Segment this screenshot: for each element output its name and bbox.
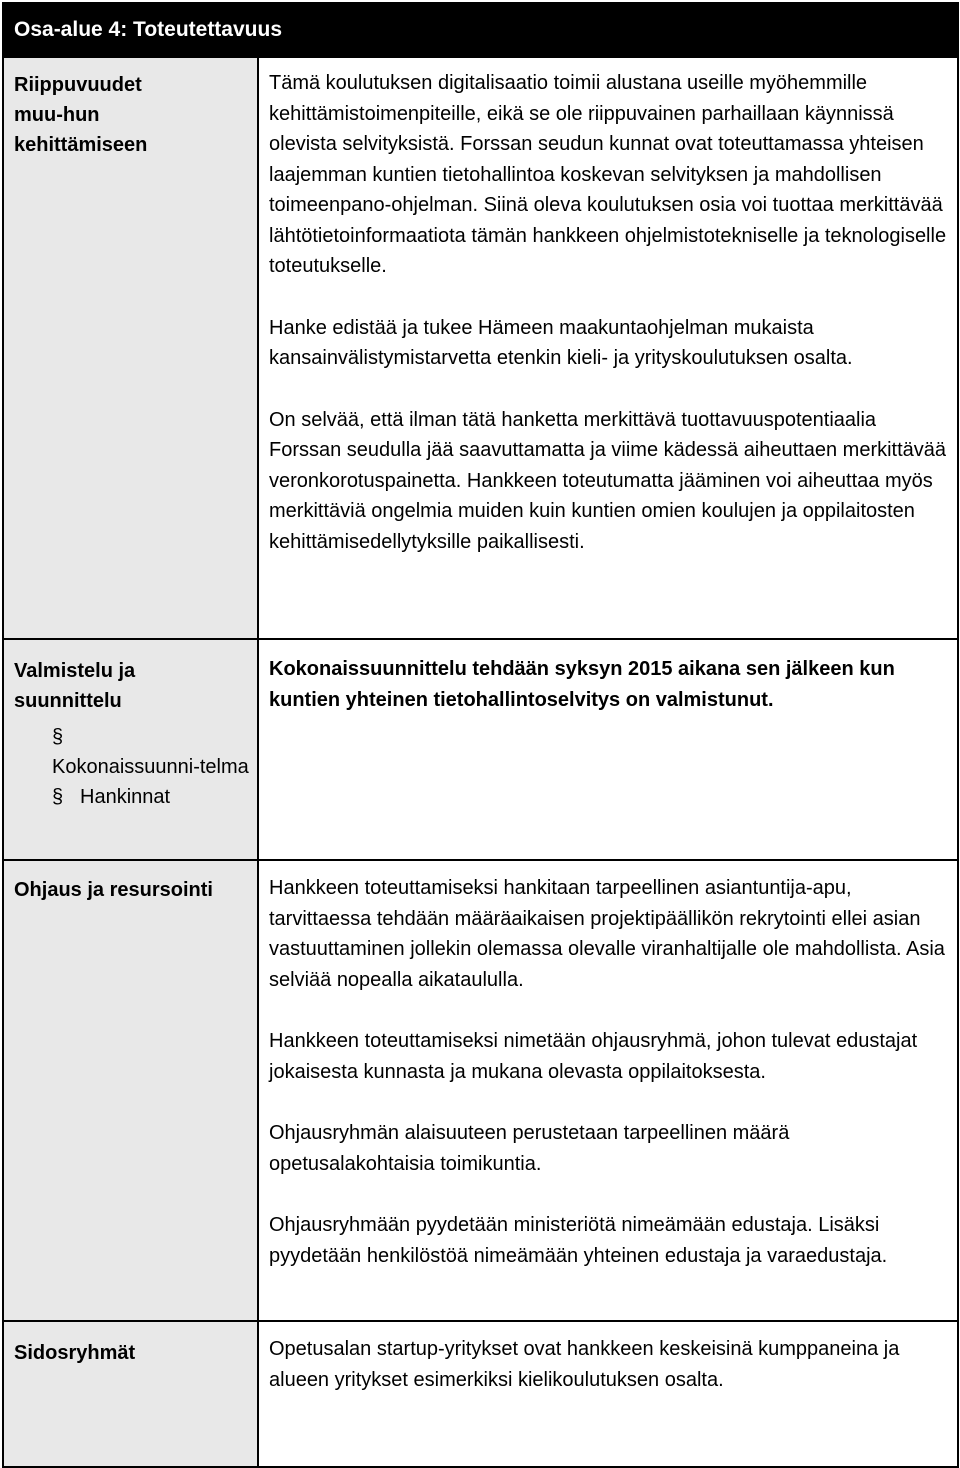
row-content-cell [258, 1321, 958, 1467]
section-title: Osa-alue 4: Toteutettavuus [3, 3, 958, 57]
header-row [3, 3, 958, 57]
table-row-governance [3, 860, 958, 1321]
paragraph: Kokonaissuunnittelu tehdään syksyn 2015 aikana sen jälkeen kun kuntien yhteinen tietohallintoselvitys on valmistunut. [269, 658, 895, 711]
list-item [52, 782, 249, 812]
row-label: Riippuvuudet muu-hun kehittämiseen [14, 74, 148, 156]
paragraph: Hankkeen toteuttamiseksi nimetään ohjausryhmä, johon tulevat edustajat jokaisesta kunnasta ja mukana olevasta oppilaitoksesta. [269, 1030, 918, 1083]
row-label: Valmistelu ja suunnittelu [14, 660, 136, 712]
paragraph: Ohjausryhmään pyydetään ministeriötä nimeämään edustaja. Lisäksi pyydetään henkilöstöä nimeämään yhteinen edustaja ja varaedustaja. [269, 1214, 888, 1267]
paragraph: On selvää, että ilman tätä hanketta merkittävä tuottavuuspotentiaalia Forssan seudulla jää saavuttamatta ja viime kädessä aiheuttaen merkittävää veronkorotuspainetta. Hankkeen toteutumatta jääminen voi aiheuttaa myös merkittäviä ongelmia muiden kuin kuntien omien koulujen ja oppilaitosten kehittämisedellytyksille paikallisesti. [269, 408, 947, 553]
row-label: Ohjaus ja resursointi [14, 879, 213, 901]
row-label: Sidosryhmät [14, 1342, 136, 1364]
paragraph: Hankkeen toteuttamiseksi hankitaan tarpeellinen asiantuntija-apu, tarvittaessa tehdään määräaikaisen projektipäällikön rekrytointi ellei asian vastuuttaminen jollekin olemassa olevalle viranhaltijalle ole mahdollista. Asia selviää nopealla aikataululla. [269, 877, 945, 991]
paragraph: Opetusalan startup-yritykset ovat hankkeen keskeisinä kumppaneina ja alueen yritykset esimerkiksi kielikoulutuksen osalta. [269, 1338, 900, 1391]
table-row-dependencies [3, 57, 958, 639]
bullet-text: Kokonaissuunni-telma [52, 756, 249, 778]
paragraph: Tämä koulutuksen digitalisaatio toimii alustana useille myöhemmille kehittämistoimenpiteille, eikä se ole riippuvainen parhaillaan käynnissä olevista selvityksistä. Forssan seudun kunnat ovat toteuttamassa yhteisen laajemman kuntien tietohallintoa koskevan selvityksen ja mahdollisen toimeenpano-ohjelman. Siinä oleva koulutuksen osia voi tuottaa merkittävää lähtötietoinformaatiota tämän hankkeen ohjelmistotekniselle ja teknologiselle toteutukselle. [269, 72, 947, 277]
table-row-preparation [3, 639, 958, 860]
row-content-cell [258, 639, 958, 860]
row-content-cell [258, 860, 958, 1321]
table-row-stakeholders [3, 1321, 958, 1467]
row-label-cell [3, 1321, 258, 1467]
section-sign-icon: § [52, 726, 64, 748]
row-label-cell [3, 860, 258, 1321]
row-content-cell [258, 57, 958, 639]
feasibility-table [2, 2, 959, 1468]
bullet-text: Hankinnat [80, 786, 171, 808]
row-label-cell [3, 639, 258, 860]
paragraph: Ohjausryhmän alaisuuteen perustetaan tarpeellinen määrä opetusalakohtaisia toimikuntia. [269, 1122, 790, 1175]
paragraph: Hanke edistää ja tukee Hämeen maakuntaohjelman mukaista kansainvälistymistarvetta etenkin kieli- ja yrityskoulutuksen osalta. [269, 316, 853, 369]
row-label-cell [3, 57, 258, 639]
list-item [52, 722, 249, 752]
section-sign-icon: § [52, 786, 64, 808]
